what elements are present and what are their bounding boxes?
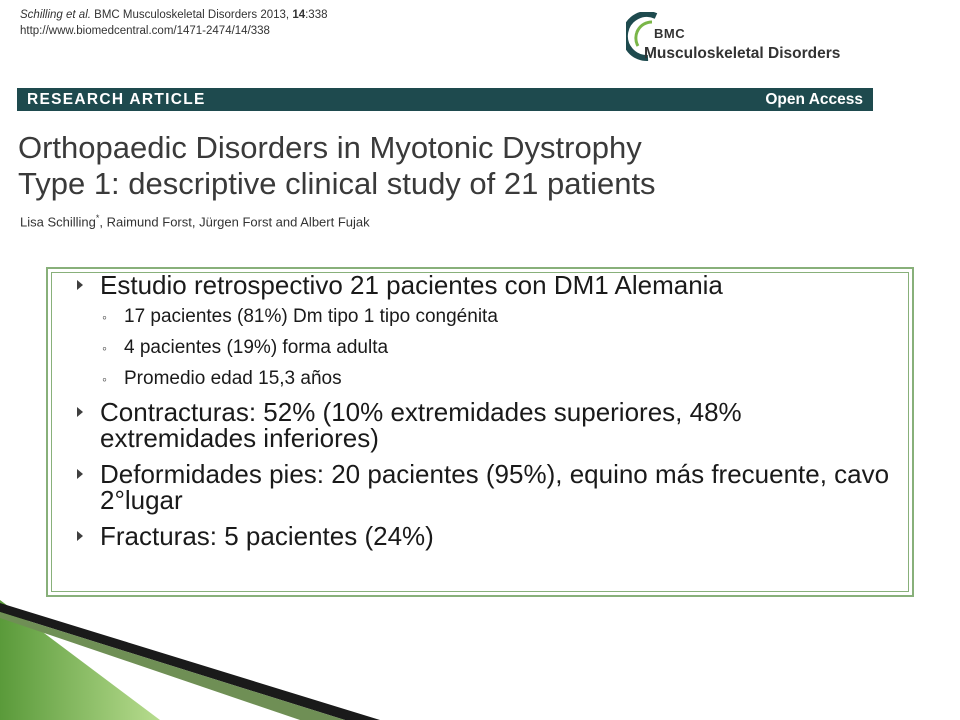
bullet-text: Contracturas: 52% (10% extremidades superiores, 48% extremidades inferiores): [100, 397, 742, 453]
sub-bullet-text: 4 pacientes (19%) forma adulta: [124, 337, 389, 358]
sub-bullet-text: 17 pacientes (81%) Dm tipo 1 tipo congénita: [124, 306, 498, 327]
citation-authors: Schilling et al.: [20, 9, 91, 21]
citation-issue: :338: [305, 9, 328, 21]
journal-brand: BMC: [654, 26, 686, 41]
other-authors: , Raimund Forst, Jürgen Forst and Albert Fujak: [99, 214, 370, 230]
first-author: Lisa Schilling: [20, 214, 96, 230]
article-title-line-2: Type 1: descriptive clinical study of 21 patients: [18, 166, 656, 201]
bullet-text: Estudio retrospectivo 21 pacientes con DM1 Alemania: [100, 270, 723, 300]
open-access-label: Open Access: [765, 90, 863, 108]
citation-url[interactable]: http://www.biomedcentral.com/1471-2474/14/338: [20, 25, 270, 37]
article-title-line-1: Orthopaedic Disorders in Myotonic Dystrophy: [18, 130, 642, 165]
circle-bullet-icon: ◦: [102, 309, 107, 325]
bullet-text: Fracturas: 5 pacientes (24%): [100, 521, 434, 551]
circle-bullet-icon: ◦: [102, 340, 107, 356]
citation-volume: 14: [292, 9, 306, 21]
bullet-text: Deformidades pies: 20 pacientes (95%), equino más frecuente, cavo 2°lugar: [100, 459, 890, 515]
article-type-label: RESEARCH ARTICLE: [27, 90, 206, 108]
citation-journal: BMC Musculoskeletal Disorders 2013,: [90, 9, 293, 21]
journal-name: Musculoskeletal Disorders: [644, 45, 841, 62]
sub-bullet-text: Promedio edad 15,3 años: [124, 368, 342, 389]
circle-bullet-icon: ◦: [102, 371, 107, 387]
corresponding-mark: *: [95, 213, 100, 223]
